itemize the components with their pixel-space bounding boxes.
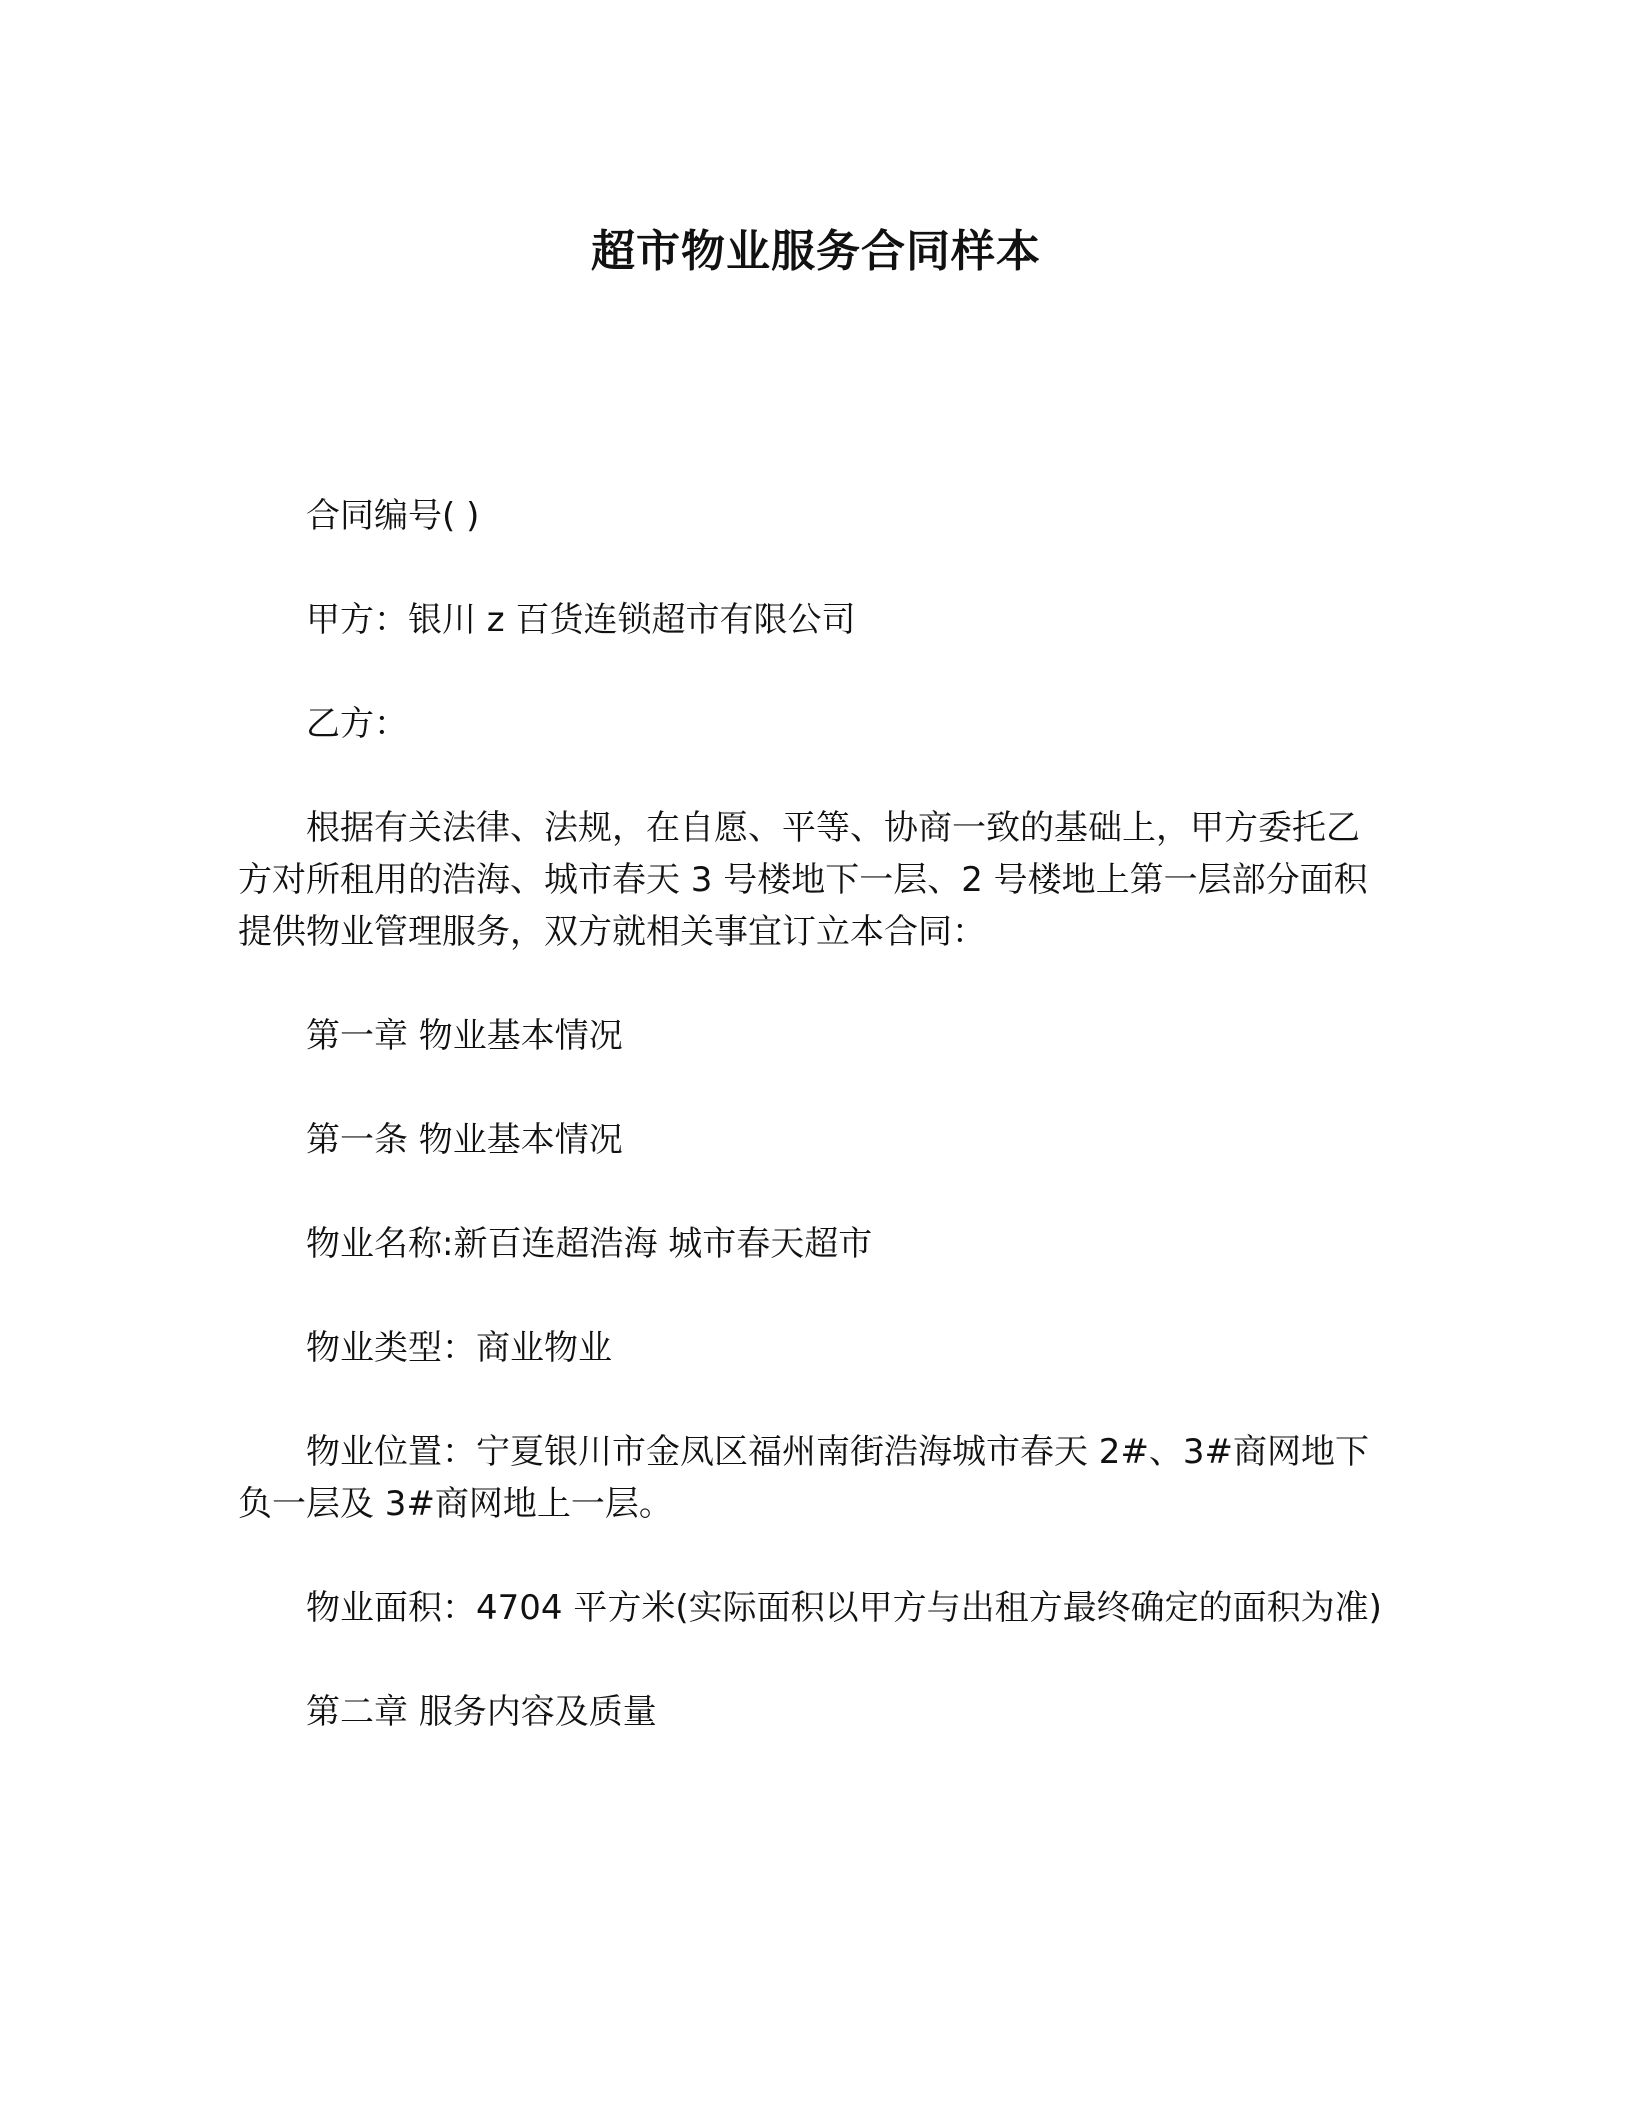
preamble-paragraph: 根据有关法律、法规，在自愿、平等、协商一致的基础上，甲方委托乙方对所租用的浩海、城市春天 3 号楼地下一层、2 号楼地上第一层部分面积提供物业管理服务，双方就相关事宜订立本合同： bbox=[238, 808, 1368, 952]
article-1-heading: 第一条 物业基本情况 bbox=[306, 1120, 623, 1160]
contract-number: 合同编号( ) bbox=[306, 496, 480, 536]
property-name: 物业名称:新百连超浩海 城市春天超市 bbox=[306, 1224, 873, 1264]
party-b: 乙方： bbox=[306, 704, 408, 744]
chapter-1-heading: 第一章 物业基本情况 bbox=[306, 1016, 623, 1056]
property-area: 物业面积：4704 平方米(实际面积以甲方与出租方最终确定的面积为准) bbox=[306, 1588, 1382, 1628]
property-type: 物业类型：商业物业 bbox=[306, 1328, 612, 1368]
document-title: 超市物业服务合同样本 bbox=[591, 226, 1041, 277]
property-location: 物业位置：宁夏银川市金凤区福州南街浩海城市春天 2#、3#商网地下负一层及 3#商网地上一层。 bbox=[238, 1432, 1370, 1524]
party-a: 甲方：银川 z 百货连锁超市有限公司 bbox=[306, 600, 856, 640]
chapter-2-heading: 第二章 服务内容及质量 bbox=[306, 1692, 657, 1732]
document-body bbox=[238, 490, 1388, 1790]
